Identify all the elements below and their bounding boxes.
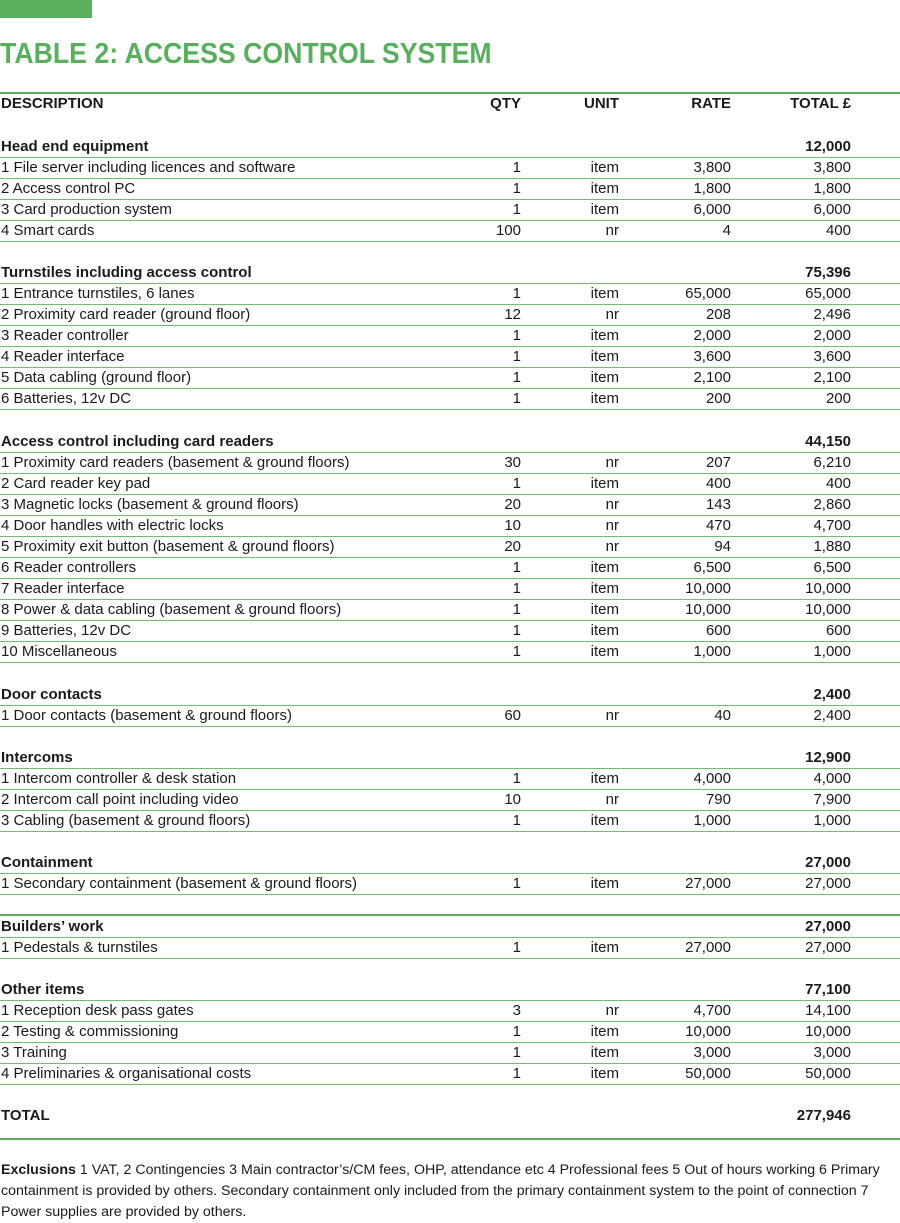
table-row [0, 873, 900, 894]
section-total: 27,000 [805, 918, 851, 935]
item-rate: 10,000 [685, 601, 731, 618]
item-unit: item [590, 285, 619, 302]
item-qty: 1 [512, 580, 521, 597]
item-total: 3,600 [813, 348, 851, 365]
item-qty: 1 [512, 601, 521, 618]
item-rate: 65,000 [685, 285, 731, 302]
item-qty: 20 [504, 538, 521, 555]
item-description: 1 Pedestals & turnstiles [1, 939, 158, 956]
item-total: 200 [825, 390, 851, 407]
table-row [0, 157, 900, 178]
item-description: 4 Door handles with electric locks [1, 517, 224, 534]
exclusions-label: Exclusions [1, 1162, 76, 1178]
item-unit: nr [605, 496, 619, 513]
item-unit: nr [605, 538, 619, 555]
item-rate: 2,000 [693, 327, 731, 344]
item-description: 1 Intercom controller & desk station [1, 770, 237, 787]
item-description: 1 Reception desk pass gates [1, 1002, 194, 1019]
table-row [0, 1042, 900, 1063]
item-total: 10,000 [805, 601, 851, 618]
section-name: Door contacts [1, 686, 102, 703]
section-header [0, 916, 900, 937]
item-description: 6 Reader controllers [1, 559, 137, 576]
section-total: 12,900 [805, 749, 851, 766]
item-unit: item [590, 348, 619, 365]
item-qty: 1 [512, 369, 521, 386]
col-rate: RATE [691, 95, 731, 112]
item-unit: item [590, 475, 619, 492]
item-description: 1 File server including licences and software [1, 159, 296, 176]
item-qty: 60 [504, 707, 521, 724]
item-total: 65,000 [805, 285, 851, 302]
item-unit: item [590, 622, 619, 639]
section-header [0, 431, 900, 452]
item-total: 2,496 [813, 306, 851, 323]
item-description: 7 Reader interface [1, 580, 125, 597]
page-title: TABLE 2: ACCESS CONTROL SYSTEM [0, 38, 492, 70]
item-total: 400 [825, 475, 851, 492]
item-rate: 1,800 [693, 180, 731, 197]
table-row [0, 1021, 900, 1042]
item-total: 6,210 [813, 454, 851, 471]
item-qty: 10 [504, 791, 521, 808]
item-unit: nr [605, 454, 619, 471]
item-rate: 2,100 [693, 369, 731, 386]
item-rate: 207 [705, 454, 731, 471]
item-unit: item [590, 812, 619, 829]
item-description: 2 Card reader key pad [1, 475, 151, 492]
row-rule [0, 958, 900, 959]
item-description: 9 Batteries, 12v DC [1, 622, 132, 639]
item-qty: 1 [512, 559, 521, 576]
item-rate: 50,000 [685, 1065, 731, 1082]
table-row [0, 937, 900, 958]
item-total: 3,000 [813, 1044, 851, 1061]
table-row [0, 578, 900, 599]
item-unit: item [590, 770, 619, 787]
item-rate: 10,000 [685, 1023, 731, 1040]
grand-total-row [0, 1105, 900, 1126]
row-rule [0, 662, 900, 663]
table-row [0, 388, 900, 409]
item-unit: nr [605, 791, 619, 808]
item-description: 2 Intercom call point including video [1, 791, 239, 808]
item-rate: 600 [705, 622, 731, 639]
row-rule [0, 241, 900, 242]
table-row [0, 473, 900, 494]
section-header [0, 136, 900, 157]
item-unit: nr [605, 222, 619, 239]
item-description: 1 Door contacts (basement & ground floors) [1, 707, 292, 724]
item-total: 14,100 [805, 1002, 851, 1019]
item-qty: 1 [512, 939, 521, 956]
row-rule [0, 1084, 900, 1085]
item-unit: item [590, 1065, 619, 1082]
item-unit: item [590, 559, 619, 576]
section-total: 27,000 [805, 854, 851, 871]
item-total: 3,800 [813, 159, 851, 176]
table-row [0, 220, 900, 241]
item-unit: item [590, 327, 619, 344]
exclusions-text: 1 VAT, 2 Contingencies 3 Main contractor’s/CM fees, OHP, attendance etc 4 Professional fees 5 Out of hours working 6 Primary containment is provided by others. Secondary containment only included from the primary containment system to the point of connection 7 Power supplies are provided by others. [1, 1162, 880, 1220]
row-rule [0, 894, 900, 895]
item-rate: 1,000 [693, 812, 731, 829]
table-row [0, 452, 900, 473]
item-qty: 100 [495, 222, 521, 239]
item-total: 2,100 [813, 369, 851, 386]
item-total: 4,700 [813, 517, 851, 534]
section-header [0, 747, 900, 768]
table-row [0, 557, 900, 578]
table-row [0, 283, 900, 304]
item-unit: item [590, 875, 619, 892]
item-rate: 790 [705, 791, 731, 808]
item-description: 3 Cabling (basement & ground floors) [1, 812, 251, 829]
item-qty: 12 [504, 306, 521, 323]
item-rate: 6,500 [693, 559, 731, 576]
item-description: 3 Reader controller [1, 327, 129, 344]
item-rate: 1,000 [693, 643, 731, 660]
item-description: 4 Preliminaries & organisational costs [1, 1065, 252, 1082]
item-total: 10,000 [805, 580, 851, 597]
item-total: 1,000 [813, 643, 851, 660]
item-qty: 20 [504, 496, 521, 513]
exclusions-note [1, 1160, 896, 1223]
section-name: Other items [1, 981, 85, 998]
table-header [0, 93, 900, 114]
section-name: Containment [1, 854, 93, 871]
item-qty: 1 [512, 622, 521, 639]
item-total: 2,860 [813, 496, 851, 513]
item-qty: 1 [512, 285, 521, 302]
item-total: 1,880 [813, 538, 851, 555]
section-header [0, 852, 900, 873]
item-rate: 3,600 [693, 348, 731, 365]
item-rate: 10,000 [685, 580, 731, 597]
item-unit: nr [605, 306, 619, 323]
item-description: 6 Batteries, 12v DC [1, 390, 132, 407]
table-row [0, 810, 900, 831]
item-qty: 1 [512, 1044, 521, 1061]
item-qty: 10 [504, 517, 521, 534]
item-description: 3 Training [1, 1044, 67, 1061]
table-row [0, 199, 900, 220]
table-row [0, 768, 900, 789]
item-description: 3 Card production system [1, 201, 172, 218]
col-qty: QTY [490, 95, 521, 112]
grand-total-rule [0, 1138, 900, 1140]
table-row [0, 641, 900, 662]
item-unit: nr [605, 1002, 619, 1019]
item-qty: 1 [512, 770, 521, 787]
item-unit: nr [605, 517, 619, 534]
item-unit: item [590, 390, 619, 407]
item-total: 1,000 [813, 812, 851, 829]
grand-total-value: 277,946 [796, 1107, 851, 1124]
item-rate: 470 [705, 517, 731, 534]
item-qty: 1 [512, 1023, 521, 1040]
section-total: 12,000 [805, 138, 851, 155]
section-total: 2,400 [813, 686, 851, 703]
item-total: 6,500 [813, 559, 851, 576]
item-total: 600 [825, 622, 851, 639]
item-description: 8 Power & data cabling (basement & ground floors) [1, 601, 342, 618]
item-rate: 200 [705, 390, 731, 407]
table-row [0, 515, 900, 536]
item-total: 27,000 [805, 939, 851, 956]
item-rate: 6,000 [693, 201, 731, 218]
item-total: 4,000 [813, 770, 851, 787]
row-rule [0, 726, 900, 727]
item-total: 7,900 [813, 791, 851, 808]
item-unit: nr [605, 707, 619, 724]
item-rate: 27,000 [685, 939, 731, 956]
item-rate: 3,800 [693, 159, 731, 176]
item-qty: 1 [512, 643, 521, 660]
accent-bar [0, 0, 92, 18]
item-description: 1 Entrance turnstiles, 6 lanes [1, 285, 195, 302]
section-name: Intercoms [1, 749, 73, 766]
item-total: 2,400 [813, 707, 851, 724]
section-name: Access control including card readers [1, 433, 274, 450]
section-header [0, 979, 900, 1000]
item-qty: 1 [512, 875, 521, 892]
item-rate: 94 [714, 538, 731, 555]
section-total: 77,100 [805, 981, 851, 998]
item-qty: 1 [512, 159, 521, 176]
item-unit: item [590, 201, 619, 218]
item-rate: 208 [705, 306, 731, 323]
item-rate: 4 [722, 222, 731, 239]
item-total: 10,000 [805, 1023, 851, 1040]
section-header [0, 262, 900, 283]
item-total: 27,000 [805, 875, 851, 892]
item-unit: item [590, 180, 619, 197]
table-row [0, 367, 900, 388]
item-rate: 27,000 [685, 875, 731, 892]
item-total: 50,000 [805, 1065, 851, 1082]
item-qty: 1 [512, 327, 521, 344]
item-description: 2 Access control PC [1, 180, 136, 197]
item-unit: item [590, 939, 619, 956]
item-qty: 3 [512, 1002, 521, 1019]
item-description: 4 Smart cards [1, 222, 95, 239]
item-description: 4 Reader interface [1, 348, 125, 365]
item-qty: 1 [512, 1065, 521, 1082]
item-rate: 143 [705, 496, 731, 513]
item-rate: 4,700 [693, 1002, 731, 1019]
table-row [0, 178, 900, 199]
table-row [0, 705, 900, 726]
section-total: 75,396 [805, 264, 851, 281]
item-total: 400 [825, 222, 851, 239]
item-description: 5 Data cabling (ground floor) [1, 369, 192, 386]
item-rate: 4,000 [693, 770, 731, 787]
table-row [0, 325, 900, 346]
item-unit: item [590, 580, 619, 597]
item-unit: item [590, 601, 619, 618]
table-row [0, 494, 900, 515]
section-total: 44,150 [805, 433, 851, 450]
item-qty: 1 [512, 475, 521, 492]
col-total: TOTAL £ [790, 95, 851, 112]
item-qty: 1 [512, 348, 521, 365]
section-name: Builders’ work [1, 918, 104, 935]
item-rate: 3,000 [693, 1044, 731, 1061]
col-description: DESCRIPTION [1, 95, 104, 112]
table-row [0, 346, 900, 367]
table-row [0, 789, 900, 810]
table-row [0, 1000, 900, 1021]
table-row [0, 1063, 900, 1084]
table-row [0, 599, 900, 620]
row-rule [0, 409, 900, 410]
col-unit: UNIT [584, 95, 619, 112]
section-name: Head end equipment [1, 138, 149, 155]
section-name: Turnstiles including access control [1, 264, 252, 281]
item-unit: item [590, 369, 619, 386]
item-description: 5 Proximity exit button (basement & ground floors) [1, 538, 335, 555]
item-unit: item [590, 643, 619, 660]
item-description: 2 Testing & commissioning [1, 1023, 179, 1040]
table-row [0, 536, 900, 557]
item-unit: item [590, 159, 619, 176]
item-qty: 1 [512, 180, 521, 197]
item-qty: 1 [512, 201, 521, 218]
item-description: 2 Proximity card reader (ground floor) [1, 306, 251, 323]
item-qty: 1 [512, 390, 521, 407]
table-row [0, 304, 900, 325]
item-rate: 400 [705, 475, 731, 492]
item-description: 10 Miscellaneous [1, 643, 117, 660]
item-rate: 40 [714, 707, 731, 724]
table-row [0, 620, 900, 641]
item-qty: 30 [504, 454, 521, 471]
item-description: 3 Magnetic locks (basement & ground floors) [1, 496, 299, 513]
item-description: 1 Secondary containment (basement & ground floors) [1, 875, 358, 892]
item-description: 1 Proximity card readers (basement & ground floors) [1, 454, 350, 471]
row-rule [0, 831, 900, 832]
item-total: 6,000 [813, 201, 851, 218]
item-unit: item [590, 1044, 619, 1061]
item-total: 2,000 [813, 327, 851, 344]
item-qty: 1 [512, 812, 521, 829]
item-total: 1,800 [813, 180, 851, 197]
section-header [0, 684, 900, 705]
grand-total-label: TOTAL [1, 1107, 50, 1124]
item-unit: item [590, 1023, 619, 1040]
